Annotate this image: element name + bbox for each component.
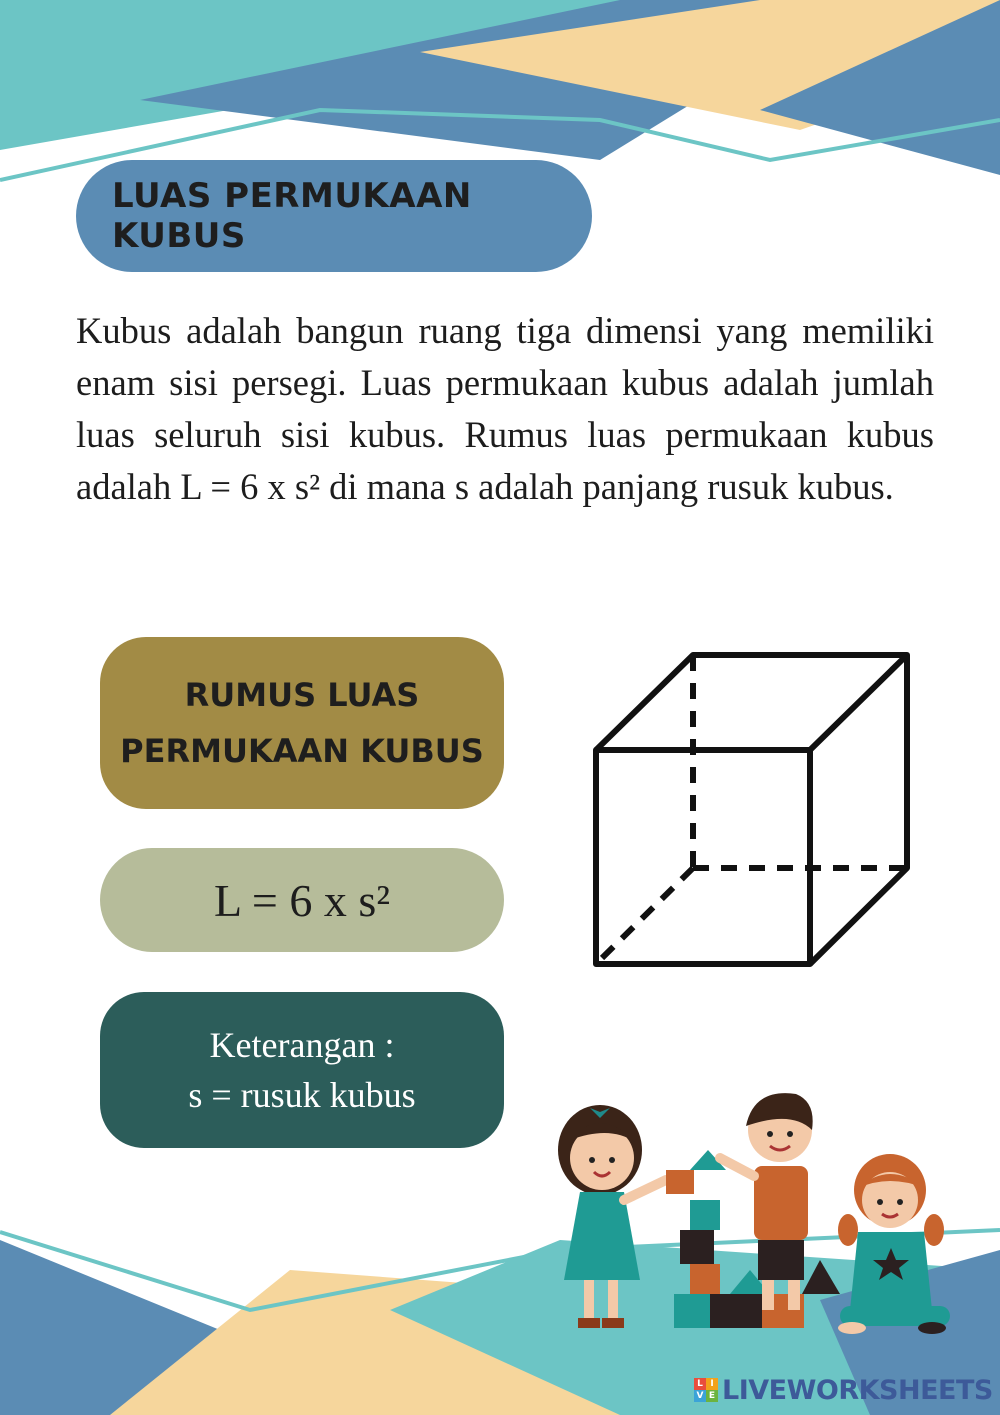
brand-logo-icon: L I V E (694, 1378, 718, 1402)
cube-top-edges (596, 655, 907, 750)
cube-illustration (580, 640, 920, 980)
girl-right (838, 1154, 950, 1334)
brand-name: LIVEWORKSHEETS (722, 1374, 993, 1406)
brand-watermark (694, 1372, 993, 1408)
cube-hidden-diagonal (596, 868, 693, 964)
formula-title: RUMUS LUAS PERMUKAAN KUBUS (120, 676, 484, 770)
formula-title-box (100, 637, 504, 809)
note-label: Keterangan : (209, 1025, 395, 1065)
page-title: LUAS PERMUKAAN KUBUS (112, 176, 472, 256)
note-value: s = rusuk kubus (188, 1075, 416, 1115)
note-box (100, 992, 504, 1148)
kids-playing-blocks-illustration (540, 1080, 960, 1350)
girl-left (558, 1105, 666, 1328)
formula-box (100, 848, 504, 952)
boy-middle (720, 1093, 813, 1310)
intro-paragraph: Kubus adalah bangun ruang tiga dimensi yang memiliki enam sisi persegi. Luas permukaan kubus adalah jumlah luas seluruh sisi kubus. Rumus luas permukaan kubus adalah L = 6 x s² di mana s adalah panjang rusuk kubus. (76, 310, 934, 507)
title-banner (76, 160, 592, 272)
formula: L = 6 x s² (213, 874, 391, 926)
